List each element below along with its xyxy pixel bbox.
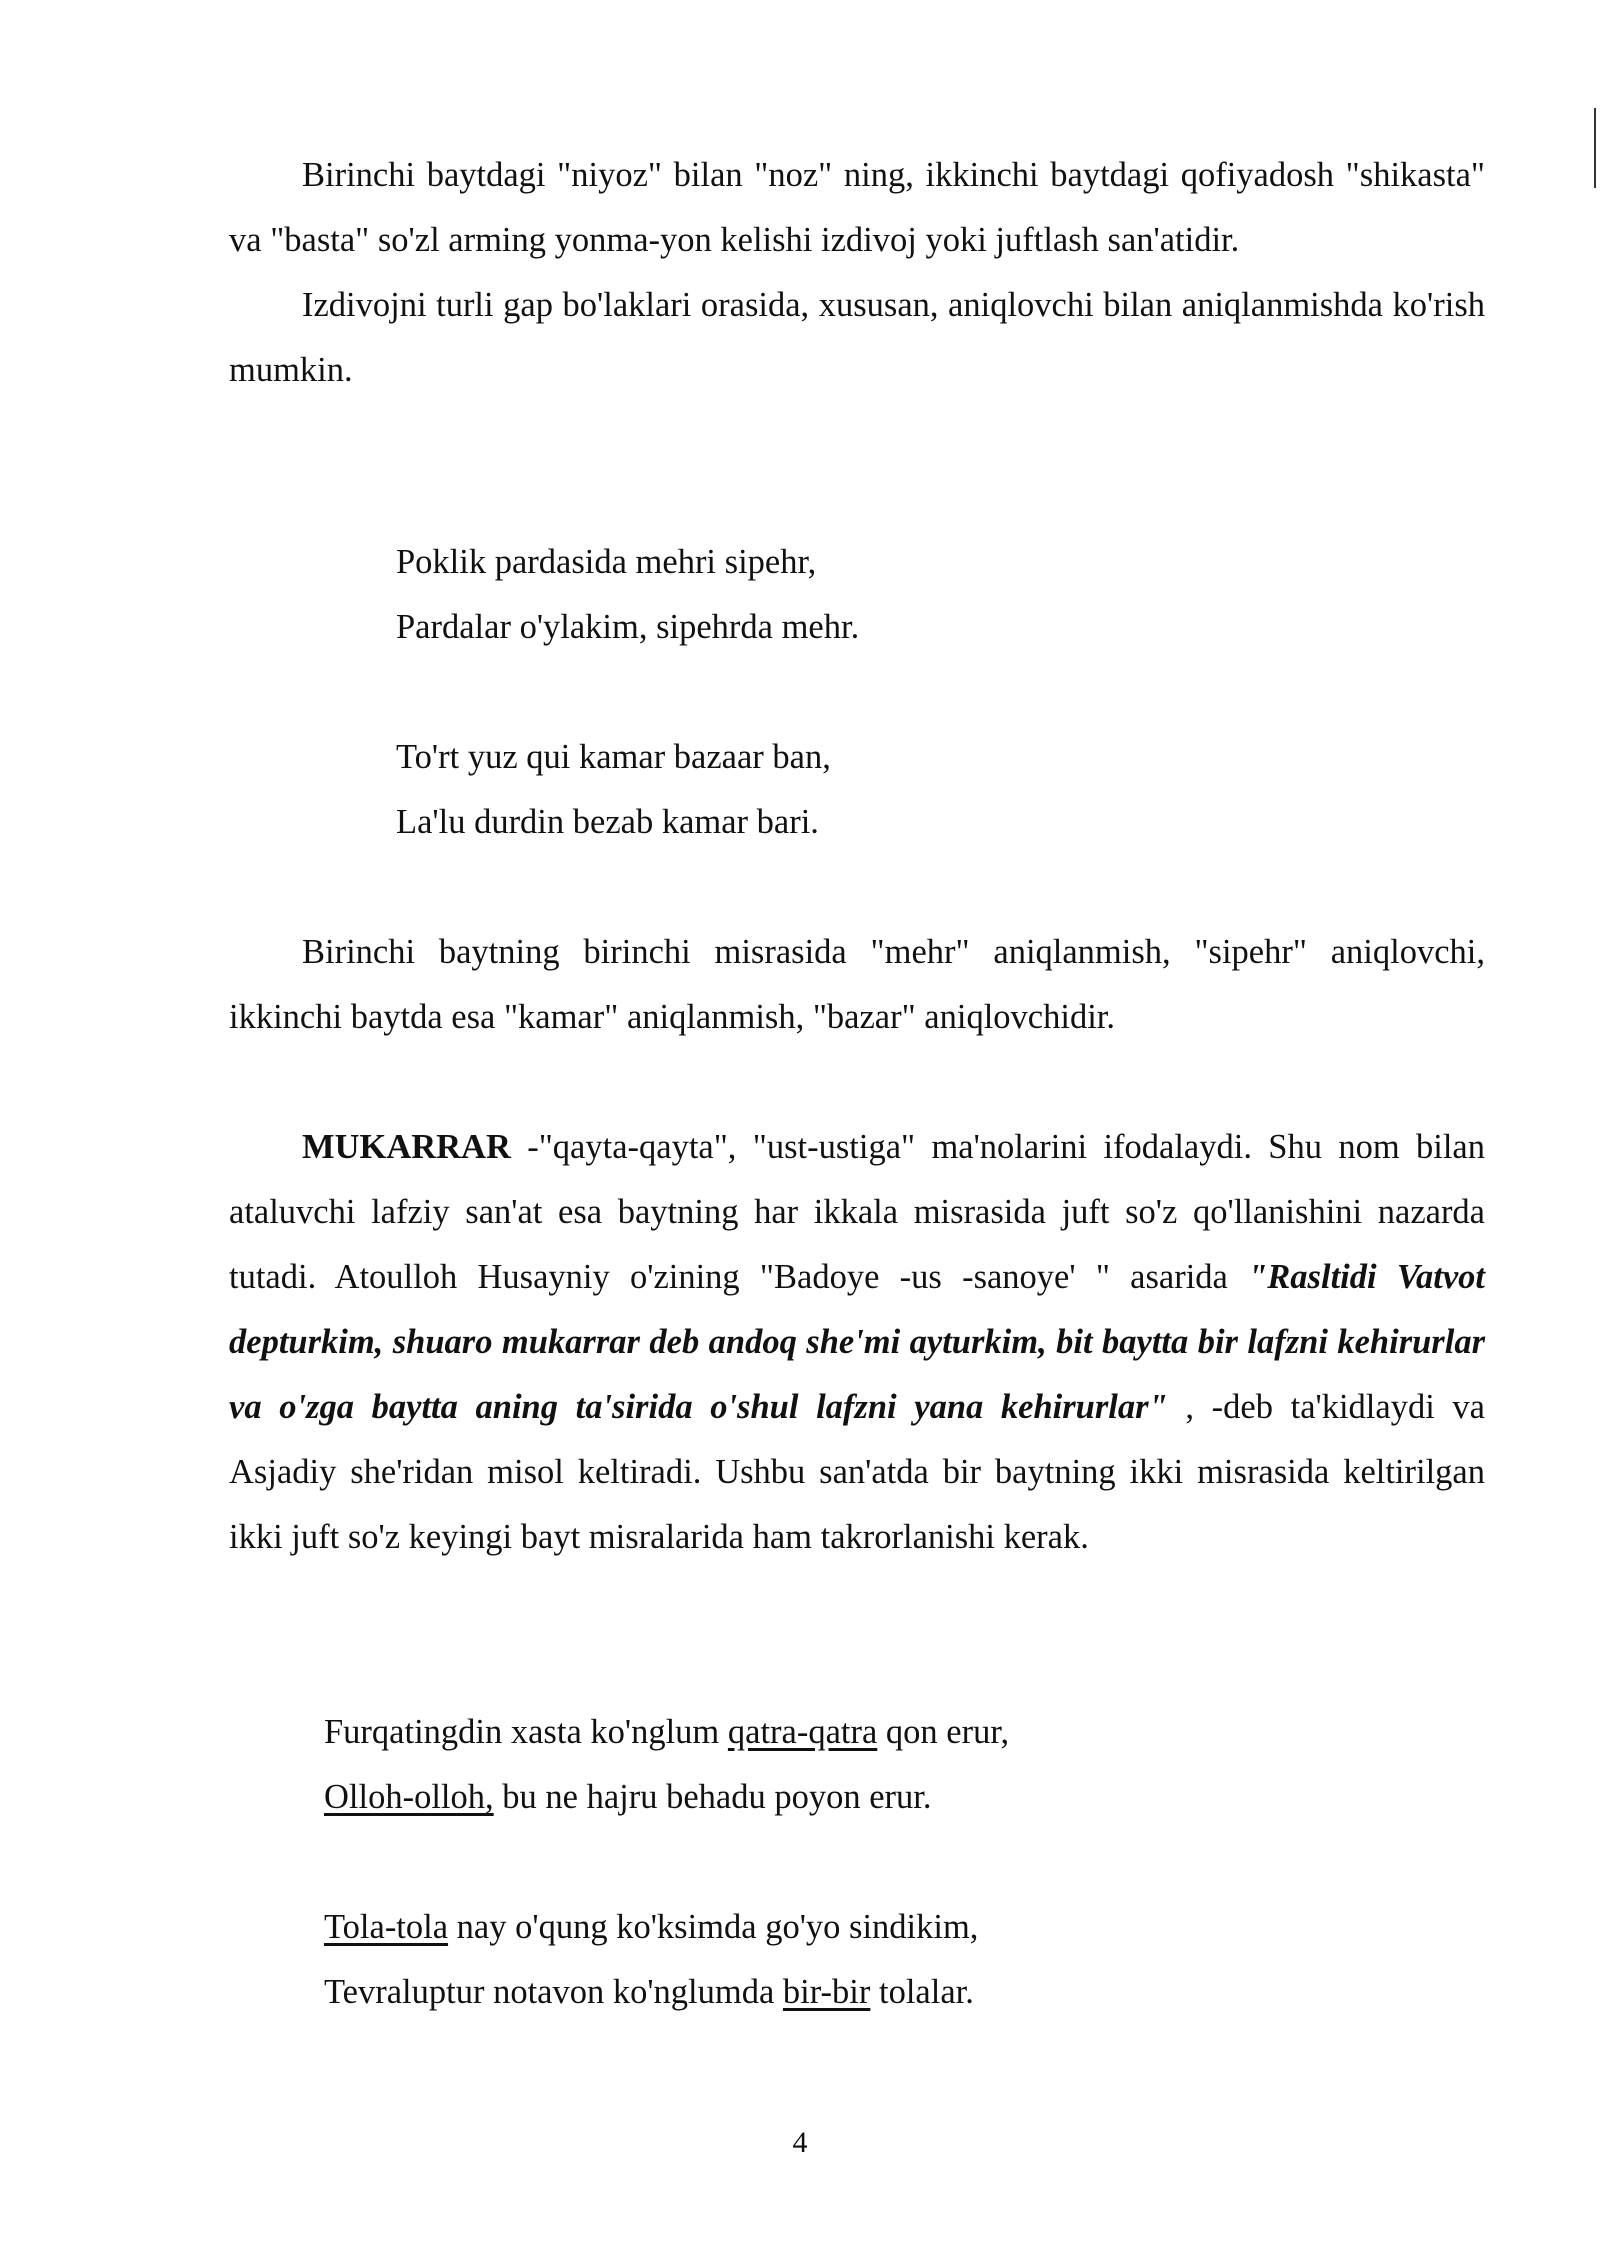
- page-number: 4: [792, 2126, 808, 2159]
- term-mukarrar: MUKARRAR: [302, 1128, 511, 1166]
- verse-text: bu ne hajru behadu poyon erur.: [493, 1778, 932, 1816]
- page-edge-mark: [1594, 108, 1596, 188]
- paragraph-text: , -deb ta'kidlaydi va Asjadiy she'ridan misol keltiradi. Ushbu san'atda bir baytning ikki misrasida keltirilgan ikki juft so'z keyingi bayt misralarida ham takrorlanishi kerak.: [229, 1388, 1485, 1556]
- quote-husayniy: "Rasltidi Vatvot depturkim, shuaro mukarrar deb andoq she'mi ayturkim, bit baytta bir lafzni kehirurlar va o'zga baytta aning ta'sirida o'shul lafzni yana kehirurlar": [229, 1258, 1486, 1426]
- verse-line: La'lu durdin bezab kamar bari.: [396, 803, 819, 841]
- explanation-text: [229, 920, 1485, 1050]
- underlined-word: qatra-qatra: [727, 1713, 878, 1751]
- verse-text: Furqatingdin xasta ko'nglum: [324, 1713, 728, 1751]
- verse-line: Poklik pardasida mehri sipehr,: [396, 543, 817, 581]
- verse-mehr: [396, 530, 859, 660]
- paragraph-izdivoj: Birinchi baytdagi "niyoz" bilan "noz" ning, ikkinchi baytdagi qofiyadosh "shikasta" va "basta" so'zl arming yonma-yon kelishi izdivoj yoki juftlash san'atidir.: [229, 156, 1485, 259]
- verse-text: Tevraluptur notavon ko'nglumda: [324, 1973, 783, 2011]
- verse-kamar: [396, 725, 831, 855]
- mukarrar-text: [229, 1115, 1485, 1570]
- paragraph-izdivoj-usage: Izdivojni turli gap bo'laklari orasida, xususan, aniqlovchi bilan aniqlanmishda ko'rish mumkin.: [229, 286, 1485, 389]
- intro-text: [229, 143, 1485, 403]
- underlined-word: Olloh-olloh,: [324, 1778, 494, 1816]
- underlined-word: Tola-tola: [324, 1908, 449, 1946]
- verse-line: Pardalar o'ylakim, sipehrda mehr.: [396, 608, 860, 646]
- verse-line: [324, 1765, 1009, 1830]
- paragraph-aniqlovchi: Birinchi baytning birinchi misrasida "mehr" aniqlanmish, "sipehr" aniqlovchi, ikkinchi baytda esa "kamar" aniqlanmish, "bazar" aniqlovchidir.: [229, 933, 1485, 1036]
- verse-tola: [324, 1895, 978, 2025]
- paragraph-mukarrar: [229, 1115, 1485, 1570]
- verse-line: [324, 1960, 978, 2025]
- verse-line: To'rt yuz qui kamar bazaar ban,: [396, 738, 831, 776]
- paragraph-text: -"qayta-qayta", "ust-ustiga" ma'nolarini ifodalaydi. Shu nom bilan ataluvchi lafziy san'at esa baytning har ikkala misrasida juft so'z qo'llanishini nazarda tutadi. Atoulloh Husayniy o'zining "Badoye -us -sanoye' " asarida: [229, 1128, 1485, 1296]
- underlined-word: bir-bir: [782, 1973, 871, 2011]
- verse-line: [324, 1700, 1009, 1765]
- verse-qatra: [324, 1700, 1009, 1830]
- verse-text: qon erur,: [877, 1713, 1010, 1751]
- verse-line: [324, 1895, 978, 1960]
- verse-text: nay o'qung ko'ksimda go'yo sindikim,: [448, 1908, 979, 1946]
- verse-text: tolalar.: [870, 1973, 974, 2011]
